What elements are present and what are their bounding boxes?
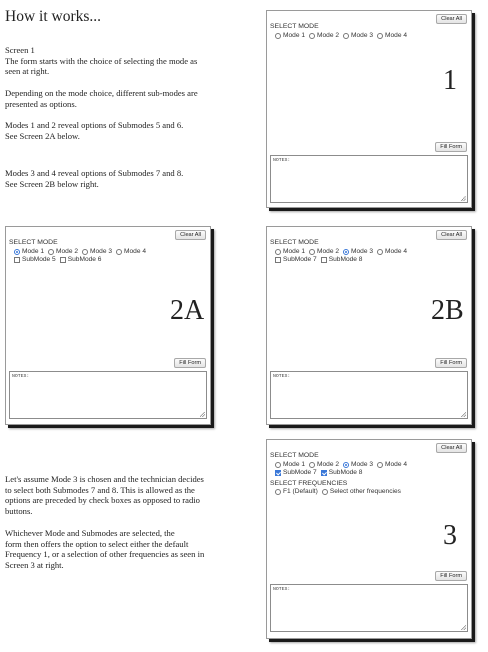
frequency-options xyxy=(275,488,405,495)
notes-label: NOTES: xyxy=(273,158,291,163)
fill-form-button[interactable]: Fill Form xyxy=(174,358,206,368)
submode-options xyxy=(14,256,105,263)
radio-icon[interactable] xyxy=(275,462,281,468)
radio-icon[interactable] xyxy=(116,249,122,255)
checkbox-checked-icon[interactable] xyxy=(321,470,327,476)
resize-grip-icon[interactable] xyxy=(461,625,466,630)
mode-4-option[interactable]: Mode 4 xyxy=(377,248,407,255)
screen-2a-form xyxy=(5,226,211,425)
screen-2b-form xyxy=(266,226,472,425)
radio-icon[interactable] xyxy=(309,462,315,468)
select-mode-label: SELECT MODE xyxy=(270,452,319,459)
screen-label: 3 xyxy=(443,520,457,551)
para-whichever: Whichever Mode and Submodes are selected, the form then offers the option to select either the default Frequency 1, or a selection of other frequencies as seen in Screen 3 at right. xyxy=(5,528,205,570)
notes-label: NOTES: xyxy=(12,374,30,379)
mode-2-option[interactable]: Mode 2 xyxy=(309,32,339,39)
page-heading: How it works... xyxy=(5,8,102,25)
checkbox-icon[interactable] xyxy=(321,257,327,263)
f1-default-option[interactable]: F1 (Default) xyxy=(275,488,318,495)
para-modes12: Modes 1 and 2 reveal options of Submodes 5 and 6. See Screen 2A below. xyxy=(5,120,184,141)
checkbox-icon[interactable] xyxy=(14,257,20,263)
mode-1-option[interactable]: Mode 1 xyxy=(275,32,305,39)
para-depending: Depending on the mode choice, different sub-modes are presented as options. xyxy=(5,88,198,109)
radio-selected-icon[interactable] xyxy=(343,249,349,255)
mode-3-option[interactable]: Mode 3 xyxy=(343,248,373,255)
radio-icon[interactable] xyxy=(377,33,383,39)
submode-8-option[interactable]: SubMode 8 xyxy=(321,469,363,476)
checkbox-icon[interactable] xyxy=(60,257,66,263)
radio-icon[interactable] xyxy=(82,249,88,255)
mode-options xyxy=(275,32,411,39)
radio-icon[interactable] xyxy=(322,489,328,495)
clear-all-button[interactable]: Clear All xyxy=(436,443,467,453)
clear-all-button[interactable]: Clear All xyxy=(175,230,206,240)
notes-textarea[interactable] xyxy=(270,371,468,419)
radio-icon[interactable] xyxy=(275,249,281,255)
radio-icon[interactable] xyxy=(275,489,281,495)
mode-options xyxy=(275,248,411,255)
screen-1-form xyxy=(266,10,472,208)
resize-grip-icon[interactable] xyxy=(461,196,466,201)
mode-options xyxy=(275,461,411,468)
para-modes34: Modes 3 and 4 reveal options of Submodes 7 and 8. See Screen 2B below right. xyxy=(5,168,184,189)
select-frequencies-label: SELECT FREQUENCIES xyxy=(270,480,348,487)
radio-icon[interactable] xyxy=(48,249,54,255)
select-mode-label: SELECT MODE xyxy=(270,239,319,246)
radio-icon[interactable] xyxy=(343,33,349,39)
resize-grip-icon[interactable] xyxy=(200,412,205,417)
submode-options xyxy=(275,469,366,476)
radio-icon[interactable] xyxy=(309,33,315,39)
para-assume: Let's assume Mode 3 is chosen and the technician decides to select both Submodes 7 and 8. This is allowed as the options are preceded by check boxes as opposed to radio buttons. xyxy=(5,474,204,516)
submode-5-option[interactable]: SubMode 5 xyxy=(14,256,56,263)
mode-4-option[interactable]: Mode 4 xyxy=(377,32,407,39)
para-screen1: Screen 1 The form starts with the choice of selecting the mode as seen at right. xyxy=(5,45,198,77)
screen-3-form xyxy=(266,439,472,639)
submode-options xyxy=(275,256,366,263)
notes-textarea[interactable] xyxy=(9,371,207,419)
fill-form-button[interactable]: Fill Form xyxy=(435,571,467,581)
notes-label: NOTES: xyxy=(273,587,291,592)
checkbox-icon[interactable] xyxy=(275,257,281,263)
submode-8-option[interactable]: SubMode 8 xyxy=(321,256,363,263)
radio-icon[interactable] xyxy=(275,33,281,39)
resize-grip-icon[interactable] xyxy=(461,412,466,417)
radio-icon[interactable] xyxy=(309,249,315,255)
other-frequencies-option[interactable]: Select other frequencies xyxy=(322,488,401,495)
clear-all-button[interactable]: Clear All xyxy=(436,14,467,24)
mode-1-option[interactable]: Mode 1 xyxy=(275,461,305,468)
notes-textarea[interactable] xyxy=(270,584,468,632)
mode-4-option[interactable]: Mode 4 xyxy=(116,248,146,255)
mode-1-option[interactable]: Mode 1 xyxy=(14,248,44,255)
notes-textarea[interactable] xyxy=(270,155,468,203)
mode-2-option[interactable]: Mode 2 xyxy=(48,248,78,255)
screen-label: 1 xyxy=(443,65,457,96)
mode-3-option[interactable]: Mode 3 xyxy=(343,32,373,39)
screen-label: 2A xyxy=(170,295,205,326)
select-mode-label: SELECT MODE xyxy=(270,23,319,30)
mode-3-option[interactable]: Mode 3 xyxy=(82,248,112,255)
fill-form-button[interactable]: Fill Form xyxy=(435,358,467,368)
radio-icon[interactable] xyxy=(377,462,383,468)
radio-icon[interactable] xyxy=(377,249,383,255)
mode-2-option[interactable]: Mode 2 xyxy=(309,248,339,255)
fill-form-button[interactable]: Fill Form xyxy=(435,142,467,152)
screen-label: 2B xyxy=(431,295,464,326)
clear-all-button[interactable]: Clear All xyxy=(436,230,467,240)
submode-6-option[interactable]: SubMode 6 xyxy=(60,256,102,263)
submode-7-option[interactable]: SubMode 7 xyxy=(275,469,317,476)
select-mode-label: SELECT MODE xyxy=(9,239,58,246)
mode-1-option[interactable]: Mode 1 xyxy=(275,248,305,255)
checkbox-checked-icon[interactable] xyxy=(275,470,281,476)
submode-7-option[interactable]: SubMode 7 xyxy=(275,256,317,263)
mode-2-option[interactable]: Mode 2 xyxy=(309,461,339,468)
mode-3-option[interactable]: Mode 3 xyxy=(343,461,373,468)
radio-selected-icon[interactable] xyxy=(14,249,20,255)
mode-4-option[interactable]: Mode 4 xyxy=(377,461,407,468)
radio-selected-icon[interactable] xyxy=(343,462,349,468)
notes-label: NOTES: xyxy=(273,374,291,379)
mode-options xyxy=(14,248,150,255)
